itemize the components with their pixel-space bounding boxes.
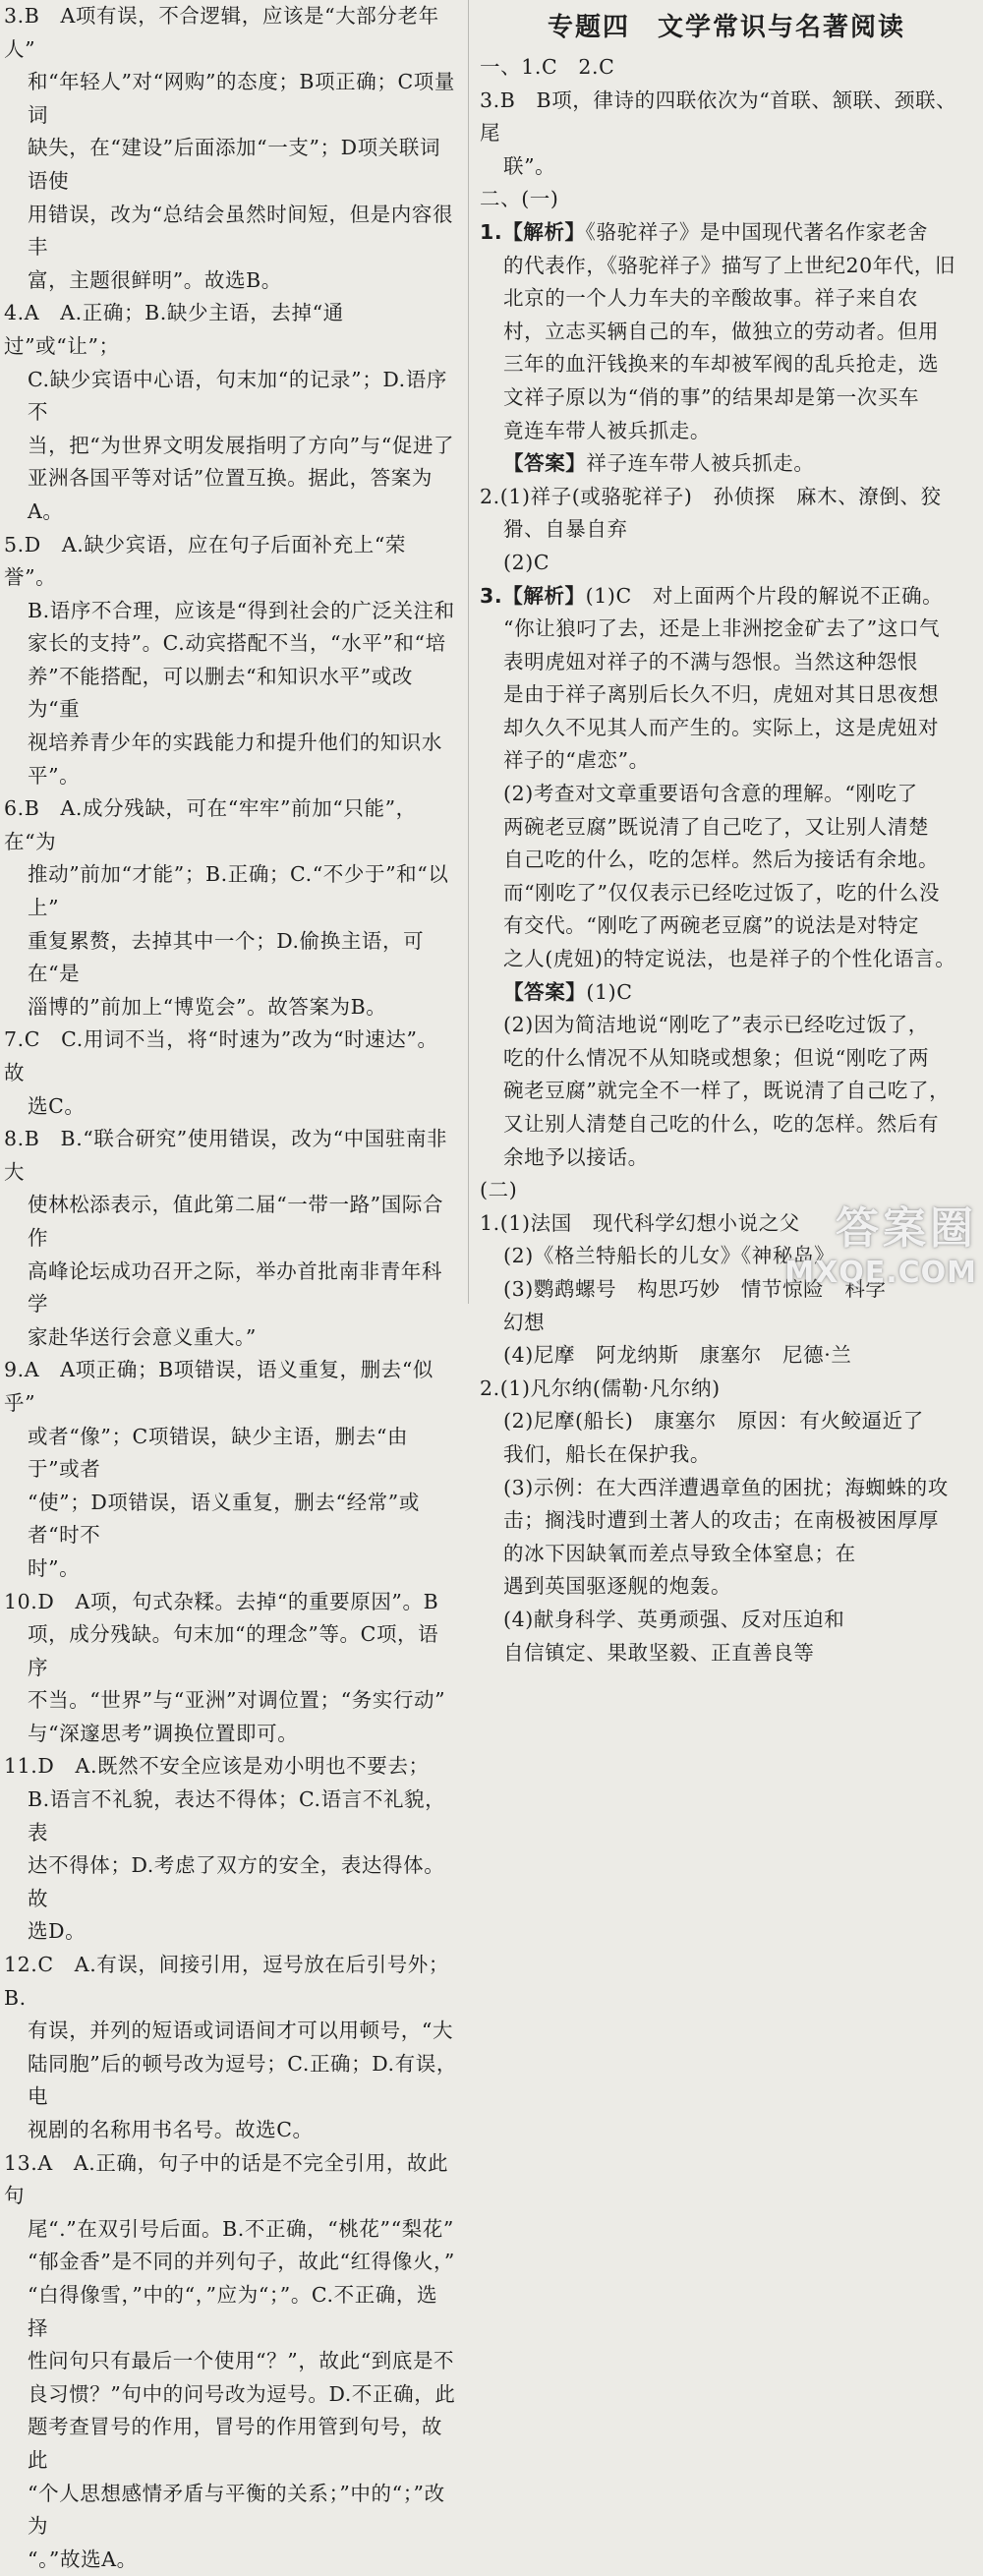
- answer-line: 题考查冒号的作用，冒号的作用管到句号，故此: [28, 2415, 442, 2472]
- answer-line: 或者“像”；C项错误，缺少主语，删去“由于”或者: [28, 1424, 409, 1482]
- answer-text: (2)尼摩(船长) 康塞尔 原因：有火鲛逼近了: [503, 1409, 924, 1434]
- answer-line: [480, 1373, 973, 1406]
- answer-line: “个人思想感情矛盾与平衡的关系；”中的“；”改为: [28, 2481, 445, 2539]
- answer-line: [480, 1538, 973, 1571]
- answer-tag: 1.【解析】: [480, 219, 586, 244]
- answer-text: (2)考查对文章重要语句含意的理解。“刚吃了: [503, 782, 918, 806]
- answer-line: 和“年轻人”对“网购”的态度；B项正确；C项量词: [28, 70, 455, 127]
- answer-line: “白得像雪，”中的“，”应为“；”。C.不正确，选择: [28, 2282, 438, 2340]
- answer-text: 的冰下因缺氧而差点导致全体窒息；在: [503, 1541, 856, 1565]
- answer-line: C.缺少宾语中心语，句末加“的记录”；D.语序不: [28, 367, 447, 425]
- answer-item: [4, 2147, 458, 2576]
- answer-text: 却久久不见其人而产生的。实际上，这是虎妞对: [503, 715, 940, 739]
- answer-line: [480, 51, 973, 85]
- answer-item: [4, 1586, 458, 1751]
- answer-line: “郁金香”是不同的并列句子，故此“红得像火，”: [28, 2250, 455, 2274]
- answer-item: [4, 297, 458, 528]
- answer-line: [480, 909, 973, 943]
- answer-line: 3.B A项有误，不合逻辑，应该是“大部分老年人”: [4, 4, 439, 61]
- answer-text: 的代表作，《骆驼祥子》描写了上世纪20年代，旧: [503, 253, 956, 277]
- column-divider: [468, 0, 469, 1304]
- answer-text: (3)鹦鹉螺号 构思巧妙 情节惊险 科学: [503, 1276, 887, 1301]
- answer-text: 是由于祥子离别后长久不归，虎妞对其日思夜想: [503, 682, 940, 707]
- answer-line: 有误，并列的短语或词语间才可以用顿号，“大: [28, 2019, 454, 2043]
- answer-line: B.语序不合理，应该是“得到社会的广泛关注和: [28, 598, 455, 622]
- answer-line: [480, 1472, 973, 1505]
- answer-line: [480, 877, 973, 910]
- answer-line: [480, 183, 973, 216]
- answer-text: “你让狼叼了去，还是上非洲挖金矿去了”这口气: [503, 616, 941, 641]
- answer-line: [480, 613, 973, 646]
- answer-line: [480, 250, 973, 283]
- answer-text: 3.B B项，律诗的四联依次为“首联、颔联、颈联、尾: [480, 88, 957, 146]
- answer-line: [480, 513, 973, 547]
- answer-line: 当，把“为世界文明发展指明了方向”与“促进了: [28, 433, 455, 457]
- answer-text: 《骆驼祥子》是中国现代著名作家老舍: [585, 219, 929, 244]
- answer-line: 家赴华送行会意义重大。”: [28, 1324, 257, 1349]
- answer-line: 富，主题很鲜明”。故选B。: [28, 267, 282, 292]
- answer-line: 陆同胞”后的顿号改为逗号；C.正确；D.有误，电: [28, 2051, 457, 2109]
- answer-text: 猾、自暴自弃: [503, 517, 628, 542]
- answer-text: 祥子连车带人被兵抓走。: [586, 451, 815, 476]
- answer-line: 缺失，在“建设”后面添加“一支”；D项关联词语使: [28, 136, 441, 193]
- answer-line: 不当。“世界”与“亚洲”对调位置；“务实行动”: [28, 1688, 446, 1713]
- answer-line: 6.B A.成分残缺，可在“牢牢”前加“只能”，在“为: [4, 796, 417, 853]
- answer-line: [480, 976, 973, 1010]
- answer-line: [480, 282, 973, 316]
- answer-line: 高峰论坛成功召开之际，举办首批南非青年科学: [28, 1259, 442, 1317]
- answer-line: [480, 1075, 973, 1108]
- answer-line: 良习惯？”句中的问号改为逗号。D.不正确，此: [28, 2381, 456, 2406]
- answer-item: [4, 1354, 458, 1585]
- answer-text: 北京的一个人力车夫的辛酸故事。祥子来自农: [503, 286, 918, 311]
- answer-text: (4)尼摩 阿龙纳斯 康塞尔 尼德·兰: [503, 1343, 852, 1368]
- answer-line: 时”。: [28, 1555, 81, 1580]
- answer-text: 有交代。“刚吃了两碗老豆腐”的说法是对特定: [503, 913, 920, 938]
- answer-line: 平”。: [28, 763, 81, 788]
- answer-line: 性问句只有最后一个使用“？”，故此“到底是不: [28, 2349, 455, 2373]
- answer-line: [480, 415, 973, 448]
- watermark-text: 答案圈: [836, 1203, 977, 1254]
- answer-line: [480, 85, 973, 150]
- answer-text: 自信镇定、果敢坚毅、正直善良等: [503, 1640, 815, 1665]
- answer-line: [480, 1339, 973, 1373]
- answer-text: (二): [480, 1178, 518, 1202]
- answer-text: 余地予以接话。: [503, 1144, 649, 1169]
- answer-text: 竟连车带人被兵抓走。: [503, 418, 711, 442]
- answer-text: (4)献身科学、英勇顽强、反对压迫和: [503, 1607, 845, 1631]
- answer-text: 联”。: [503, 153, 556, 178]
- answer-line: 项，成分残缺。句末加“的理念”等。C项，语序: [28, 1622, 439, 1679]
- answer-item: [4, 529, 458, 793]
- answer-tag: 【答案】: [503, 979, 587, 1004]
- answer-line: B.语言不礼貌，表达不得体；C.语言不礼貌，表: [28, 1787, 446, 1844]
- answer-line: [480, 1604, 973, 1637]
- answer-text: 三年的血汗钱换来的车却被军阀的乱兵抢走，选: [503, 352, 940, 377]
- answer-item: [4, 0, 458, 297]
- answer-line: 与“深邃思考”调换位置即可。: [28, 1721, 299, 1745]
- watermark-url: MXQE.COM: [784, 1256, 977, 1290]
- answer-text: 击；搁浅时遭到土著人的攻击；在南极被困厚厚: [503, 1508, 940, 1533]
- answer-text: 吃的什么情况不从知晓或想象；但说“刚吃了两: [503, 1045, 930, 1070]
- answer-line: [480, 712, 973, 745]
- answer-line: [480, 1570, 973, 1604]
- answer-line: 推动”前加“才能”；B.正确；C.“不少于”和“以上”: [28, 862, 449, 920]
- answer-line: 11.D A.既然不安全应该是劝小明也不要去；: [4, 1754, 430, 1779]
- answer-text: 二、(一): [480, 187, 559, 211]
- answer-line: 选D。: [28, 1919, 87, 1944]
- answer-line: [480, 316, 973, 349]
- answer-line: [480, 580, 973, 614]
- answer-line: [480, 1504, 973, 1538]
- answer-line: 淄博的”前加上“博览会”。故答案为B。: [28, 994, 387, 1019]
- answer-text: 表明虎妞对祥子的不满与怨恨。当然这种怨恨: [503, 649, 918, 673]
- answer-line: 8.B B.“联合研究”使用错误，改为“中国驻南非大: [4, 1127, 448, 1184]
- answer-text: (3)示例：在大西洋遭遇章鱼的困扰；海蜘蛛的攻: [503, 1475, 949, 1499]
- answer-text: 2.(1)凡尔纳(儒勒·凡尔纳): [480, 1376, 721, 1400]
- answer-line: 4.A A.正确；B.缺少主语，去掉“通过”或“让”；: [4, 301, 344, 358]
- answer-text: (2)C: [503, 550, 550, 574]
- answer-line: 9.A A项正确；B项错误，语义重复，删去“似乎”: [4, 1358, 434, 1415]
- answer-item: [4, 1949, 458, 2147]
- answer-line: 尾“.”在双引号后面。B.不正确，“桃花”“梨花”: [28, 2216, 454, 2241]
- answer-text: (2)因为简洁地说“刚吃了”表示已经吃过饭了，: [503, 1013, 929, 1037]
- section-title: 专题四 文学常识与名著阅读: [547, 13, 905, 42]
- answer-line: 视剧的名称用书名号。故选C。: [28, 2118, 314, 2141]
- answer-text: (2)《格兰特船长的儿女》《神秘岛》: [503, 1244, 836, 1268]
- answer-item: [4, 1024, 458, 1123]
- answer-line: [480, 447, 973, 481]
- answer-line: [480, 646, 973, 679]
- answer-line: 10.D A项，句式杂糅。去掉“的重要原因”。B: [4, 1589, 439, 1613]
- answer-text: 碗老豆腐”就完全不一样了，既说清了自己吃了，: [503, 1079, 951, 1103]
- answer-line: [480, 1405, 973, 1438]
- answer-line: [480, 348, 973, 381]
- answer-line: [480, 1438, 973, 1472]
- answer-line: 家长的支持”。C.动宾搭配不当，“水平”和“培: [28, 631, 446, 656]
- answer-line: [480, 481, 973, 514]
- answer-line: 13.A A.正确，句子中的话是不完全引用，故此句: [4, 2150, 449, 2208]
- answer-line: “。”故选A。: [28, 2547, 138, 2571]
- answer-line: [480, 943, 973, 976]
- answer-line: [480, 216, 973, 250]
- answer-line: 使林松添表示，值此第二届“一带一路”国际合作: [28, 1193, 444, 1250]
- answer-line: [480, 1142, 973, 1175]
- answer-line: 12.C A.有误，间接引用，逗号放在后引号外；B.: [4, 1953, 450, 2010]
- answer-line: [480, 1009, 973, 1042]
- answer-text: (1)C: [586, 979, 633, 1004]
- answer-text: 文祥子原以为“俏的事”的结果却是第一次买车: [503, 384, 920, 409]
- answer-line: 用错误，改为“总结会虽然时间短，但是内容很丰: [28, 202, 454, 260]
- answer-line: [480, 744, 973, 778]
- answer-tag: 3.【解析】: [480, 583, 586, 608]
- answer-text: 村，立志买辆自己的车，做独立的劳动者。但用: [503, 319, 940, 343]
- answer-text: 自己吃的什么，吃的怎样。然后为接话有余地。: [503, 848, 940, 872]
- answer-line: 达不得体；D.考虑了双方的安全，表达得体。故: [28, 1853, 445, 1910]
- answer-tag: 【答案】: [503, 451, 587, 476]
- answer-line: [480, 1637, 973, 1670]
- answer-line: [480, 547, 973, 580]
- answer-line: “使”；D项错误，语义重复，删去“经常”或者“时不: [28, 1490, 420, 1548]
- answer-line: 7.C C.用词不当，将“时速为”改为“时速达”。故: [4, 1027, 438, 1084]
- answer-line: 养”不能搭配，可以删去“和知识水平”或改为“重: [28, 664, 413, 722]
- answer-item: [4, 792, 458, 1024]
- answer-text: 1.(1)法国 现代科学幻想小说之父: [480, 1210, 800, 1235]
- answer-line: 视培养青少年的实践能力和提升他们的知识水: [28, 731, 442, 755]
- answer-line: [480, 381, 973, 415]
- answer-line: 选C。: [28, 1093, 86, 1118]
- answer-line: [480, 1042, 973, 1076]
- answer-text: 遇到英国驱逐舰的炮轰。: [503, 1574, 732, 1599]
- answer-text: 一、1.C 2.C: [480, 55, 615, 79]
- answer-text: 又让别人清楚自己吃的什么，吃的怎样。然后有: [503, 1112, 940, 1136]
- answer-line: 亚洲各国平等对话”位置互换。据此，答案为A。: [28, 466, 433, 523]
- answer-text: 幻想: [503, 1310, 546, 1334]
- answer-line: 重复累赘，去掉其中一个；D.偷换主语，可在“是: [28, 928, 425, 986]
- watermark-logo: [784, 1193, 977, 1290]
- answer-text: 我们，船长在保护我。: [503, 1441, 711, 1466]
- right-column: [480, 0, 973, 1665]
- left-column: [4, 0, 458, 2571]
- answer-text: 两碗老豆腐”既说清了自己吃了，又让别人清楚: [503, 814, 930, 839]
- answer-text: 而“刚吃了”仅仅表示已经吃过饭了，吃的什么没: [503, 880, 941, 905]
- answer-text: 2.(1)祥子(或骆驼祥子) 孙侦探 麻木、潦倒、狡: [480, 484, 942, 508]
- answer-item: [4, 1123, 458, 1354]
- answer-line: [480, 678, 973, 712]
- answer-line: [480, 811, 973, 845]
- right-lines: [480, 51, 973, 1669]
- answer-line: [480, 1307, 973, 1340]
- answer-item: [4, 1750, 458, 1949]
- answer-line: [480, 1108, 973, 1142]
- answer-line: [480, 844, 973, 877]
- answer-line: [480, 150, 973, 184]
- answer-line: [480, 778, 973, 811]
- answer-text: 之人(虎妞)的特定说法，也是祥子的个性化语言。: [503, 947, 956, 971]
- answer-line: 5.D A.缺少宾语，应在句子后面补充上“荣誉”。: [4, 532, 406, 590]
- answer-text: 祥子的“虐恋”。: [503, 748, 650, 773]
- answer-text: (1)C 对上面两个片段的解说不正确。: [585, 583, 944, 608]
